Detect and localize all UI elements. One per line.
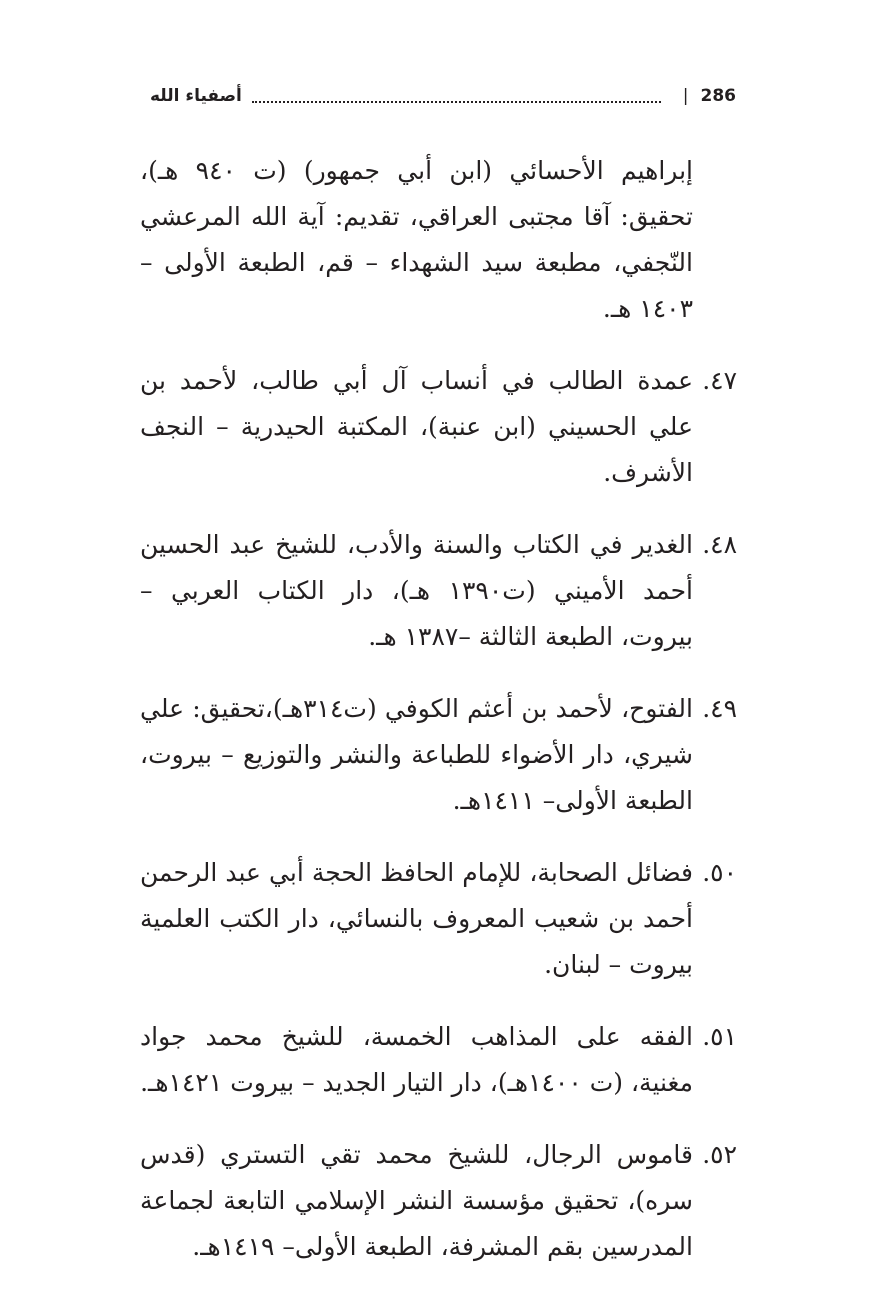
- entry-text: إبراهيم الأحسائي (ابن أبي جمهور) (ت ٩٤٠ هـ)، تحقيق: آقا مجتبى العراقي، تقديم: آية الله المرعشي النّجفي، مطبعة سيد الشهداء – قم، الطبعة الأولى – ١٤٠٣ هـ.: [140, 156, 694, 323]
- entry-text: الفقه على المذاهب الخمسة، للشيخ محمد جواد مغنية، (ت ١٤٠٠هـ)، دار التيار الجديد – بيروت ١٤٢١هـ.: [140, 1022, 693, 1097]
- bibliography-entry-continued: [140, 148, 737, 332]
- bibliography-entry-52: [140, 1132, 737, 1270]
- bibliography-entry-49: [140, 686, 737, 824]
- entry-text: عمدة الطالب في أنساب آل أبي طالب، لأحمد بن علي الحسيني (ابن عنبة)، المكتبة الحيدرية – النجف الأشرف.: [140, 366, 693, 487]
- bibliography-entry-50: [140, 850, 737, 988]
- entry-number: ٥١.: [702, 1022, 737, 1051]
- bibliography-entry-51: [140, 1014, 737, 1106]
- bibliography-entry-47: [140, 358, 737, 496]
- entry-number: ٤٩.: [702, 694, 737, 723]
- page-number: 286: [700, 86, 736, 106]
- bibliography-list: [140, 148, 737, 1296]
- entry-number: ٥٠.: [702, 858, 737, 887]
- entry-number: ٥٢.: [702, 1140, 737, 1169]
- entry-text: فضائل الصحابة، للإمام الحافظ الحجة أبي عبد الرحمن أحمد بن شعيب المعروف بالنسائي، دار الكتب العلمية بيروت – لبنان.: [140, 858, 693, 979]
- entry-number: ٤٨.: [702, 530, 737, 559]
- bibliography-entry-48: [140, 522, 737, 660]
- entry-text: الفتوح، لأحمد بن أعثم الكوفي (ت٣١٤هـ)،تحقيق: علي شيري، دار الأضواء للطباعة والنشر والتوزيع – بيروت، الطبعة الأولى– ١٤١١هـ.: [140, 694, 693, 815]
- entry-text: قاموس الرجال، للشيخ محمد تقي التستري (قدس سره)، تحقيق مؤسسة النشر الإسلامي التابعة لجماعة المدرسين بقم المشرفة، الطبعة الأولى– ١٤١٩هـ.: [140, 1140, 693, 1261]
- entry-text: الغدير في الكتاب والسنة والأدب، للشيخ عبد الحسين أحمد الأميني (ت١٣٩٠ هـ)، دار الكتاب العربي – بيروت، الطبعة الثالثة –١٣٨٧ هـ.: [140, 530, 693, 651]
- dot-leader: [252, 101, 661, 103]
- header-separator: |: [682, 86, 689, 106]
- header-title-group: [150, 86, 671, 106]
- running-title: أصفياء الله: [150, 86, 242, 106]
- page-header: [150, 82, 736, 110]
- entry-number: ٤٧.: [702, 366, 737, 395]
